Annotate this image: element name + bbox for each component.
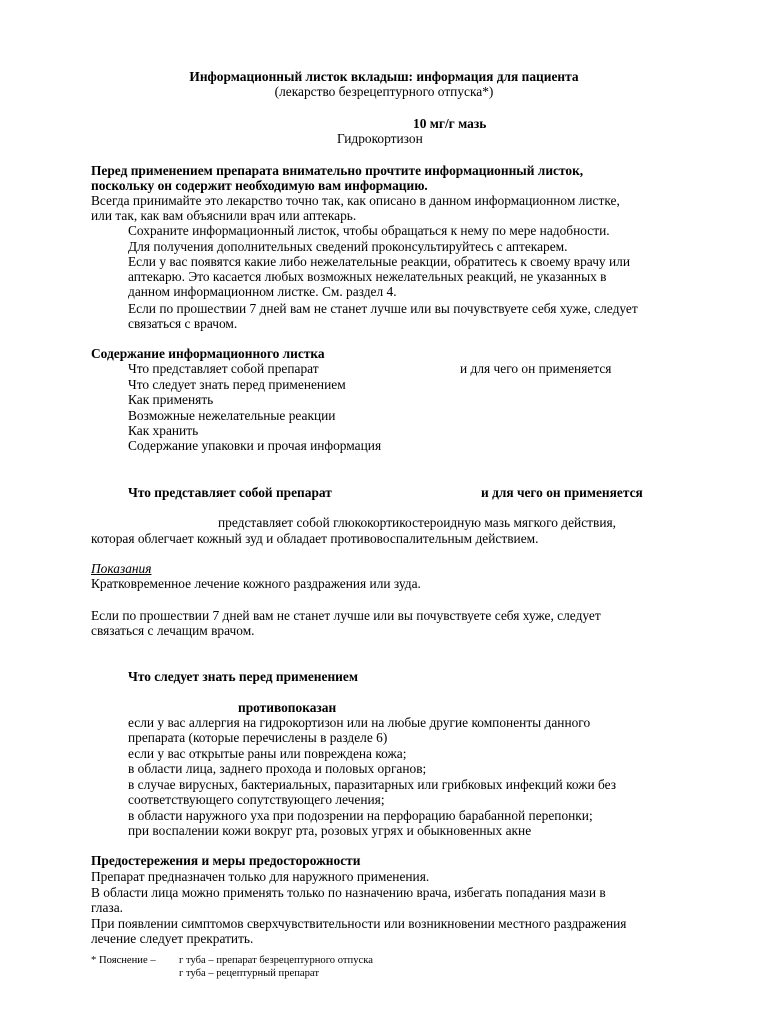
document-subtitle: (лекарство безрецептурного отпуска*) bbox=[274, 84, 494, 99]
contraindication-line: при воспалении кожи вокруг рта, розовых угрях и обыкновенных акне bbox=[128, 823, 532, 838]
precaution-line: лечение следует прекратить. bbox=[91, 931, 254, 946]
contraindication-line: в области лица, заднего прохода и половых органов; bbox=[128, 761, 427, 776]
footnote-label: * Пояснение – bbox=[91, 955, 156, 966]
intro-paragraph-line-1: Всегда принимайте это лекарство точно так, как описано в данном информационном листке, bbox=[91, 193, 620, 208]
intro-list-item: Сохраните информационный листок, чтобы обращаться к нему по мере надобности. bbox=[128, 223, 610, 238]
section-1-description-line-1: представляет собой глюкокортикостероидную мазь мягкого действия, bbox=[218, 515, 617, 530]
intro-list-item: Если по прошествии 7 дней вам не станет лучше или вы почувствуете себя хуже, следует bbox=[128, 301, 638, 316]
contraindication-line: в области наружного уха при подозрении на перфорацию барабанной перепонки; bbox=[128, 808, 593, 823]
precaution-line: В области лица можно применять только по назначению врача, избегать попадания мази в bbox=[91, 885, 606, 900]
contents-item: Возможные нежелательные реакции bbox=[128, 408, 336, 423]
contents-item: Содержание упаковки и прочая информация bbox=[128, 438, 382, 453]
intro-list-item: Для получения дополнительных сведений проконсультируйтесь с аптекарем. bbox=[128, 239, 568, 254]
footnote-line-2: г туба – рецептурный препарат bbox=[179, 968, 319, 979]
intro-list-item: Если у вас появятся какие либо нежелательные реакции, обратитесь к своему врачу или bbox=[128, 254, 630, 269]
contraindication-line: если у вас аллергия на гидрокортизон или на любые другие компоненты данного bbox=[128, 715, 591, 730]
contents-item-continuation: и для чего он применяется bbox=[460, 361, 612, 376]
intro-heading-line-1: Перед применением препарата внимательно прочтите информационный листок, bbox=[91, 163, 584, 178]
contents-item: Что представляет собой препарат bbox=[128, 361, 319, 376]
contents-item: Как применять bbox=[128, 392, 214, 407]
contents-heading: Содержание информационного листка bbox=[91, 346, 325, 361]
contents-item: Как хранить bbox=[128, 423, 199, 438]
section-1-heading-continuation: и для чего он применяется bbox=[481, 485, 643, 500]
intro-list-item: связаться с врачом. bbox=[128, 316, 238, 331]
section-1-warning-line-2: связаться с лечащим врачом. bbox=[91, 623, 255, 638]
section-1-heading: Что представляет собой препарат bbox=[128, 485, 332, 500]
section-1-warning-line-1: Если по прошествии 7 дней вам не станет лучше или вы почувствуете себя хуже, следует bbox=[91, 608, 601, 623]
active-substance: Гидрокортизон bbox=[337, 131, 423, 146]
section-2-heading: Что следует знать перед применением bbox=[128, 669, 358, 684]
precaution-line: Препарат предназначен только для наружного применения. bbox=[91, 869, 430, 884]
indications-text: Кратковременное лечение кожного раздражения или зуда. bbox=[91, 576, 421, 591]
document-title: Информационный листок вкладыш: информация для пациента bbox=[189, 69, 579, 84]
intro-paragraph-line-2: или так, как вам объяснили врач или аптекарь. bbox=[91, 208, 357, 223]
intro-list-item: аптекарю. Это касается любых возможных нежелательных реакций, не указанных в bbox=[128, 269, 607, 284]
precautions-heading: Предостережения и меры предосторожности bbox=[91, 853, 361, 868]
precaution-line: глаза. bbox=[91, 900, 124, 915]
contraindication-line: в случае вирусных, бактериальных, паразитарных или грибковых инфекций кожи без bbox=[128, 777, 617, 792]
intro-heading-line-2: поскольку он содержит необходимую вам информацию. bbox=[91, 178, 428, 193]
section-1-description-line-2: которая облегчает кожный зуд и обладает противовоспалительным действием. bbox=[91, 531, 539, 546]
precaution-line: При появлении симптомов сверхчувствительности или возникновении местного раздражения bbox=[91, 916, 627, 931]
contents-item: Что следует знать перед применением bbox=[128, 377, 346, 392]
dose-form: 10 мг/г мазь bbox=[413, 116, 487, 131]
contraindications-heading: противопоказан bbox=[238, 700, 337, 715]
indications-label: Показания bbox=[91, 561, 152, 576]
contraindication-line: соответствующего сопутствующего лечения; bbox=[128, 792, 385, 807]
intro-list-item: данном информационном листке. См. раздел 4. bbox=[128, 284, 397, 299]
footnote-line-1: г туба – препарат безрецептурного отпуска bbox=[179, 955, 373, 966]
contraindication-line: препарата (которые перечислены в разделе 6) bbox=[128, 730, 388, 745]
contraindication-line: если у вас открытые раны или повреждена кожа; bbox=[128, 746, 407, 761]
